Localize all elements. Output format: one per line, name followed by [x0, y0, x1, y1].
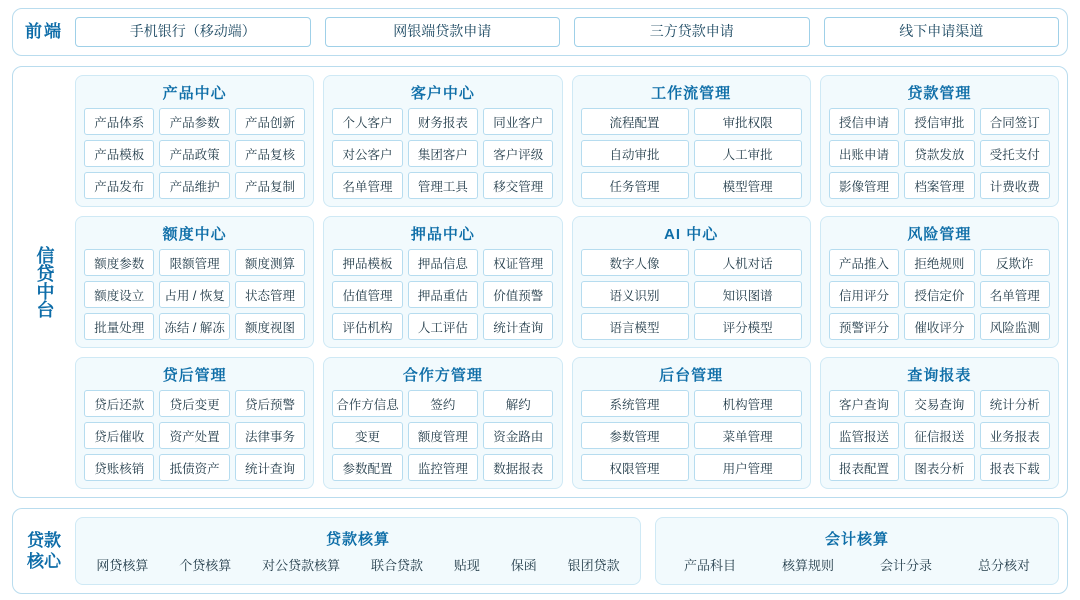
module-item[interactable]: 管理工具	[408, 172, 478, 199]
core-card-loan-accounting	[75, 517, 641, 585]
module-item[interactable]: 任务管理	[581, 172, 689, 199]
module-item[interactable]: 产品复制	[235, 172, 305, 199]
midplatform-body	[75, 67, 1067, 497]
module-item[interactable]: 解约	[483, 390, 553, 417]
module-item[interactable]: 贷后预警	[235, 390, 305, 417]
card-item-grid	[332, 390, 553, 481]
module-item[interactable]: 抵债资产	[159, 454, 229, 481]
module-item[interactable]: 统计分析	[980, 390, 1050, 417]
module-item[interactable]: 产品政策	[159, 140, 229, 167]
frontend-channel-item[interactable]: 线下申请渠道	[824, 17, 1060, 47]
module-item[interactable]: 菜单管理	[694, 422, 802, 449]
module-item[interactable]: 变更	[332, 422, 402, 449]
module-item[interactable]: 个人客户	[332, 108, 402, 135]
module-item[interactable]: 价值预警	[483, 281, 553, 308]
module-item[interactable]: 状态管理	[235, 281, 305, 308]
module-item[interactable]: 报表配置	[829, 454, 899, 481]
module-item[interactable]: 估值管理	[332, 281, 402, 308]
card-title: 押品中心	[410, 226, 475, 243]
module-item[interactable]: 自动审批	[581, 140, 689, 167]
card-title: 产品中心	[162, 85, 227, 102]
module-item[interactable]: 预警评分	[829, 313, 899, 340]
module-item[interactable]: 催收评分	[904, 313, 974, 340]
module-card-query-report	[820, 357, 1059, 489]
card-item-grid	[332, 108, 553, 199]
module-item[interactable]: 客户评级	[483, 140, 553, 167]
module-item[interactable]: 贷款发放	[904, 140, 974, 167]
module-card-customer-center	[323, 75, 562, 207]
core-item[interactable]: 会计分录	[880, 558, 933, 573]
card-item-grid	[581, 108, 802, 199]
module-item[interactable]: 对公客户	[332, 140, 402, 167]
module-item[interactable]: 权限管理	[581, 454, 689, 481]
module-item[interactable]: 监管报送	[829, 422, 899, 449]
card-title: AI 中心	[664, 226, 719, 243]
card-item-grid	[581, 249, 802, 340]
frontend-band	[12, 8, 1068, 56]
module-item[interactable]: 财务报表	[408, 108, 478, 135]
module-item[interactable]: 风险监测	[980, 313, 1050, 340]
module-item[interactable]: 合同签订	[980, 108, 1050, 135]
core-band-label-line1: 贷款	[27, 530, 61, 550]
module-item[interactable]: 人工审批	[694, 140, 802, 167]
module-item[interactable]: 客户查询	[829, 390, 899, 417]
midplatform-band	[12, 66, 1068, 498]
module-item[interactable]: 占用 / 恢复	[159, 281, 229, 308]
module-item[interactable]: 贷账核销	[84, 454, 154, 481]
module-item[interactable]: 评估机构	[332, 313, 402, 340]
card-item-grid	[581, 390, 802, 481]
module-item[interactable]: 语义识别	[581, 281, 689, 308]
module-item[interactable]: 数字人像	[581, 249, 689, 276]
card-item-grid	[829, 108, 1050, 199]
module-item[interactable]: 集团客户	[408, 140, 478, 167]
module-item[interactable]: 人机对话	[694, 249, 802, 276]
module-item[interactable]: 名单管理	[332, 172, 402, 199]
card-title: 贷后管理	[162, 367, 227, 384]
frontend-channel-item[interactable]: 三方贷款申请	[574, 17, 810, 47]
card-title: 风险管理	[907, 226, 972, 243]
frontend-channel-item[interactable]: 网银端贷款申请	[325, 17, 561, 47]
card-title: 合作方管理	[402, 367, 483, 384]
core-item[interactable]: 产品科目	[684, 558, 737, 573]
module-item[interactable]: 统计查询	[483, 313, 553, 340]
module-card-partner-management	[323, 357, 562, 489]
module-card-product-center	[75, 75, 314, 207]
module-item[interactable]: 额度参数	[84, 249, 154, 276]
module-card-post-loan-management	[75, 357, 314, 489]
module-item[interactable]: 数据报表	[483, 454, 553, 481]
module-item[interactable]: 影像管理	[829, 172, 899, 199]
core-item[interactable]: 贴现	[453, 558, 480, 573]
card-title: 查询报表	[907, 367, 972, 384]
card-item-grid	[84, 249, 305, 340]
module-item[interactable]: 押品重估	[408, 281, 478, 308]
core-body	[75, 509, 1067, 593]
module-item[interactable]: 模型管理	[694, 172, 802, 199]
frontend-channel-item[interactable]: 手机银行（移动端）	[75, 17, 311, 47]
module-item[interactable]: 合作方信息	[332, 390, 402, 417]
module-item[interactable]: 参数配置	[332, 454, 402, 481]
module-item[interactable]: 额度管理	[408, 422, 478, 449]
module-card-risk-management	[820, 216, 1059, 348]
module-card-collateral-center	[323, 216, 562, 348]
card-title: 贷款管理	[907, 85, 972, 102]
module-item[interactable]: 产品模板	[84, 140, 154, 167]
module-item[interactable]: 征信报送	[904, 422, 974, 449]
module-item[interactable]: 交易查询	[904, 390, 974, 417]
module-item[interactable]: 报表下载	[980, 454, 1050, 481]
module-item[interactable]: 权证管理	[483, 249, 553, 276]
module-item[interactable]: 档案管理	[904, 172, 974, 199]
module-item[interactable]: 系统管理	[581, 390, 689, 417]
module-item[interactable]: 产品参数	[159, 108, 229, 135]
module-item[interactable]: 签约	[408, 390, 478, 417]
module-item[interactable]: 受托支付	[980, 140, 1050, 167]
module-item[interactable]: 产品维护	[159, 172, 229, 199]
card-item-grid	[84, 390, 305, 481]
module-item[interactable]: 批量处理	[84, 313, 154, 340]
module-item[interactable]: 业务报表	[980, 422, 1050, 449]
module-card-ai-center	[572, 216, 811, 348]
core-band	[12, 508, 1068, 594]
module-item[interactable]: 出账申请	[829, 140, 899, 167]
module-item[interactable]: 贷后还款	[84, 390, 154, 417]
core-item[interactable]: 对公贷款核算	[262, 558, 341, 573]
module-item[interactable]: 产品复核	[235, 140, 305, 167]
module-item[interactable]: 语言模型	[581, 313, 689, 340]
module-item[interactable]: 额度测算	[235, 249, 305, 276]
midplatform-card-grid	[75, 67, 1067, 497]
midplatform-band-label: 信贷中台	[34, 246, 55, 318]
card-item-grid	[829, 249, 1050, 340]
core-item[interactable]: 保函	[510, 558, 537, 573]
module-card-loan-management	[820, 75, 1059, 207]
core-band-label-line2: 核心	[27, 552, 61, 571]
module-item[interactable]: 额度视图	[235, 313, 305, 340]
module-item[interactable]: 押品信息	[408, 249, 478, 276]
module-item[interactable]: 参数管理	[581, 422, 689, 449]
module-item[interactable]: 授信定价	[904, 281, 974, 308]
card-item-grid	[332, 249, 553, 340]
module-item[interactable]: 评分模型	[694, 313, 802, 340]
module-item[interactable]: 资金路由	[483, 422, 553, 449]
module-item[interactable]: 限额管理	[159, 249, 229, 276]
card-title: 工作流管理	[651, 85, 732, 102]
module-item[interactable]: 冻结 / 解冻	[159, 313, 229, 340]
module-item[interactable]: 人工评估	[408, 313, 478, 340]
module-item[interactable]: 机构管理	[694, 390, 802, 417]
core-item[interactable]: 总分核对	[977, 558, 1030, 573]
core-item[interactable]: 联合贷款	[371, 558, 424, 573]
frontend-channel-list	[75, 17, 1067, 47]
module-card-backoffice-management	[572, 357, 811, 489]
core-item[interactable]: 网贷核算	[96, 558, 149, 573]
module-item[interactable]: 贷后催收	[84, 422, 154, 449]
card-title: 额度中心	[162, 226, 227, 243]
module-item[interactable]: 法律事务	[235, 422, 305, 449]
module-item[interactable]: 计费收费	[980, 172, 1050, 199]
core-item-list	[84, 555, 632, 574]
card-item-grid	[84, 108, 305, 199]
module-item[interactable]: 流程配置	[581, 108, 689, 135]
core-item-list	[664, 555, 1050, 574]
module-item[interactable]: 名单管理	[980, 281, 1050, 308]
module-item[interactable]: 统计查询	[235, 454, 305, 481]
module-item[interactable]: 授信审批	[904, 108, 974, 135]
module-item[interactable]: 产品创新	[235, 108, 305, 135]
core-item[interactable]: 核算规则	[782, 558, 835, 573]
module-item[interactable]: 产品推入	[829, 249, 899, 276]
module-item[interactable]: 信用评分	[829, 281, 899, 308]
module-item[interactable]: 产品发布	[84, 172, 154, 199]
module-item[interactable]: 资产处置	[159, 422, 229, 449]
module-item[interactable]: 审批权限	[694, 108, 802, 135]
card-item-grid	[829, 390, 1050, 481]
module-item[interactable]: 图表分析	[904, 454, 974, 481]
module-item[interactable]: 反欺诈	[980, 249, 1050, 276]
card-title: 后台管理	[659, 367, 724, 384]
core-item[interactable]: 银团贷款	[567, 558, 620, 573]
module-item[interactable]: 监控管理	[408, 454, 478, 481]
module-item[interactable]: 移交管理	[483, 172, 553, 199]
core-band-label	[13, 509, 75, 593]
module-item[interactable]: 额度设立	[84, 281, 154, 308]
module-item[interactable]: 授信申请	[829, 108, 899, 135]
module-item[interactable]: 用户管理	[694, 454, 802, 481]
module-item[interactable]: 产品体系	[84, 108, 154, 135]
card-title: 贷款核算	[326, 531, 391, 548]
module-item[interactable]: 同业客户	[483, 108, 553, 135]
module-card-limit-center	[75, 216, 314, 348]
module-item[interactable]: 拒绝规则	[904, 249, 974, 276]
module-card-workflow-management	[572, 75, 811, 207]
module-item[interactable]: 知识图谱	[694, 281, 802, 308]
module-item[interactable]: 贷后变更	[159, 390, 229, 417]
core-item[interactable]: 个贷核算	[179, 558, 232, 573]
card-title: 会计核算	[825, 531, 890, 548]
module-item[interactable]: 押品模板	[332, 249, 402, 276]
frontend-band-label: 前端	[25, 22, 63, 42]
core-card-accounting	[655, 517, 1059, 585]
card-title: 客户中心	[410, 85, 475, 102]
